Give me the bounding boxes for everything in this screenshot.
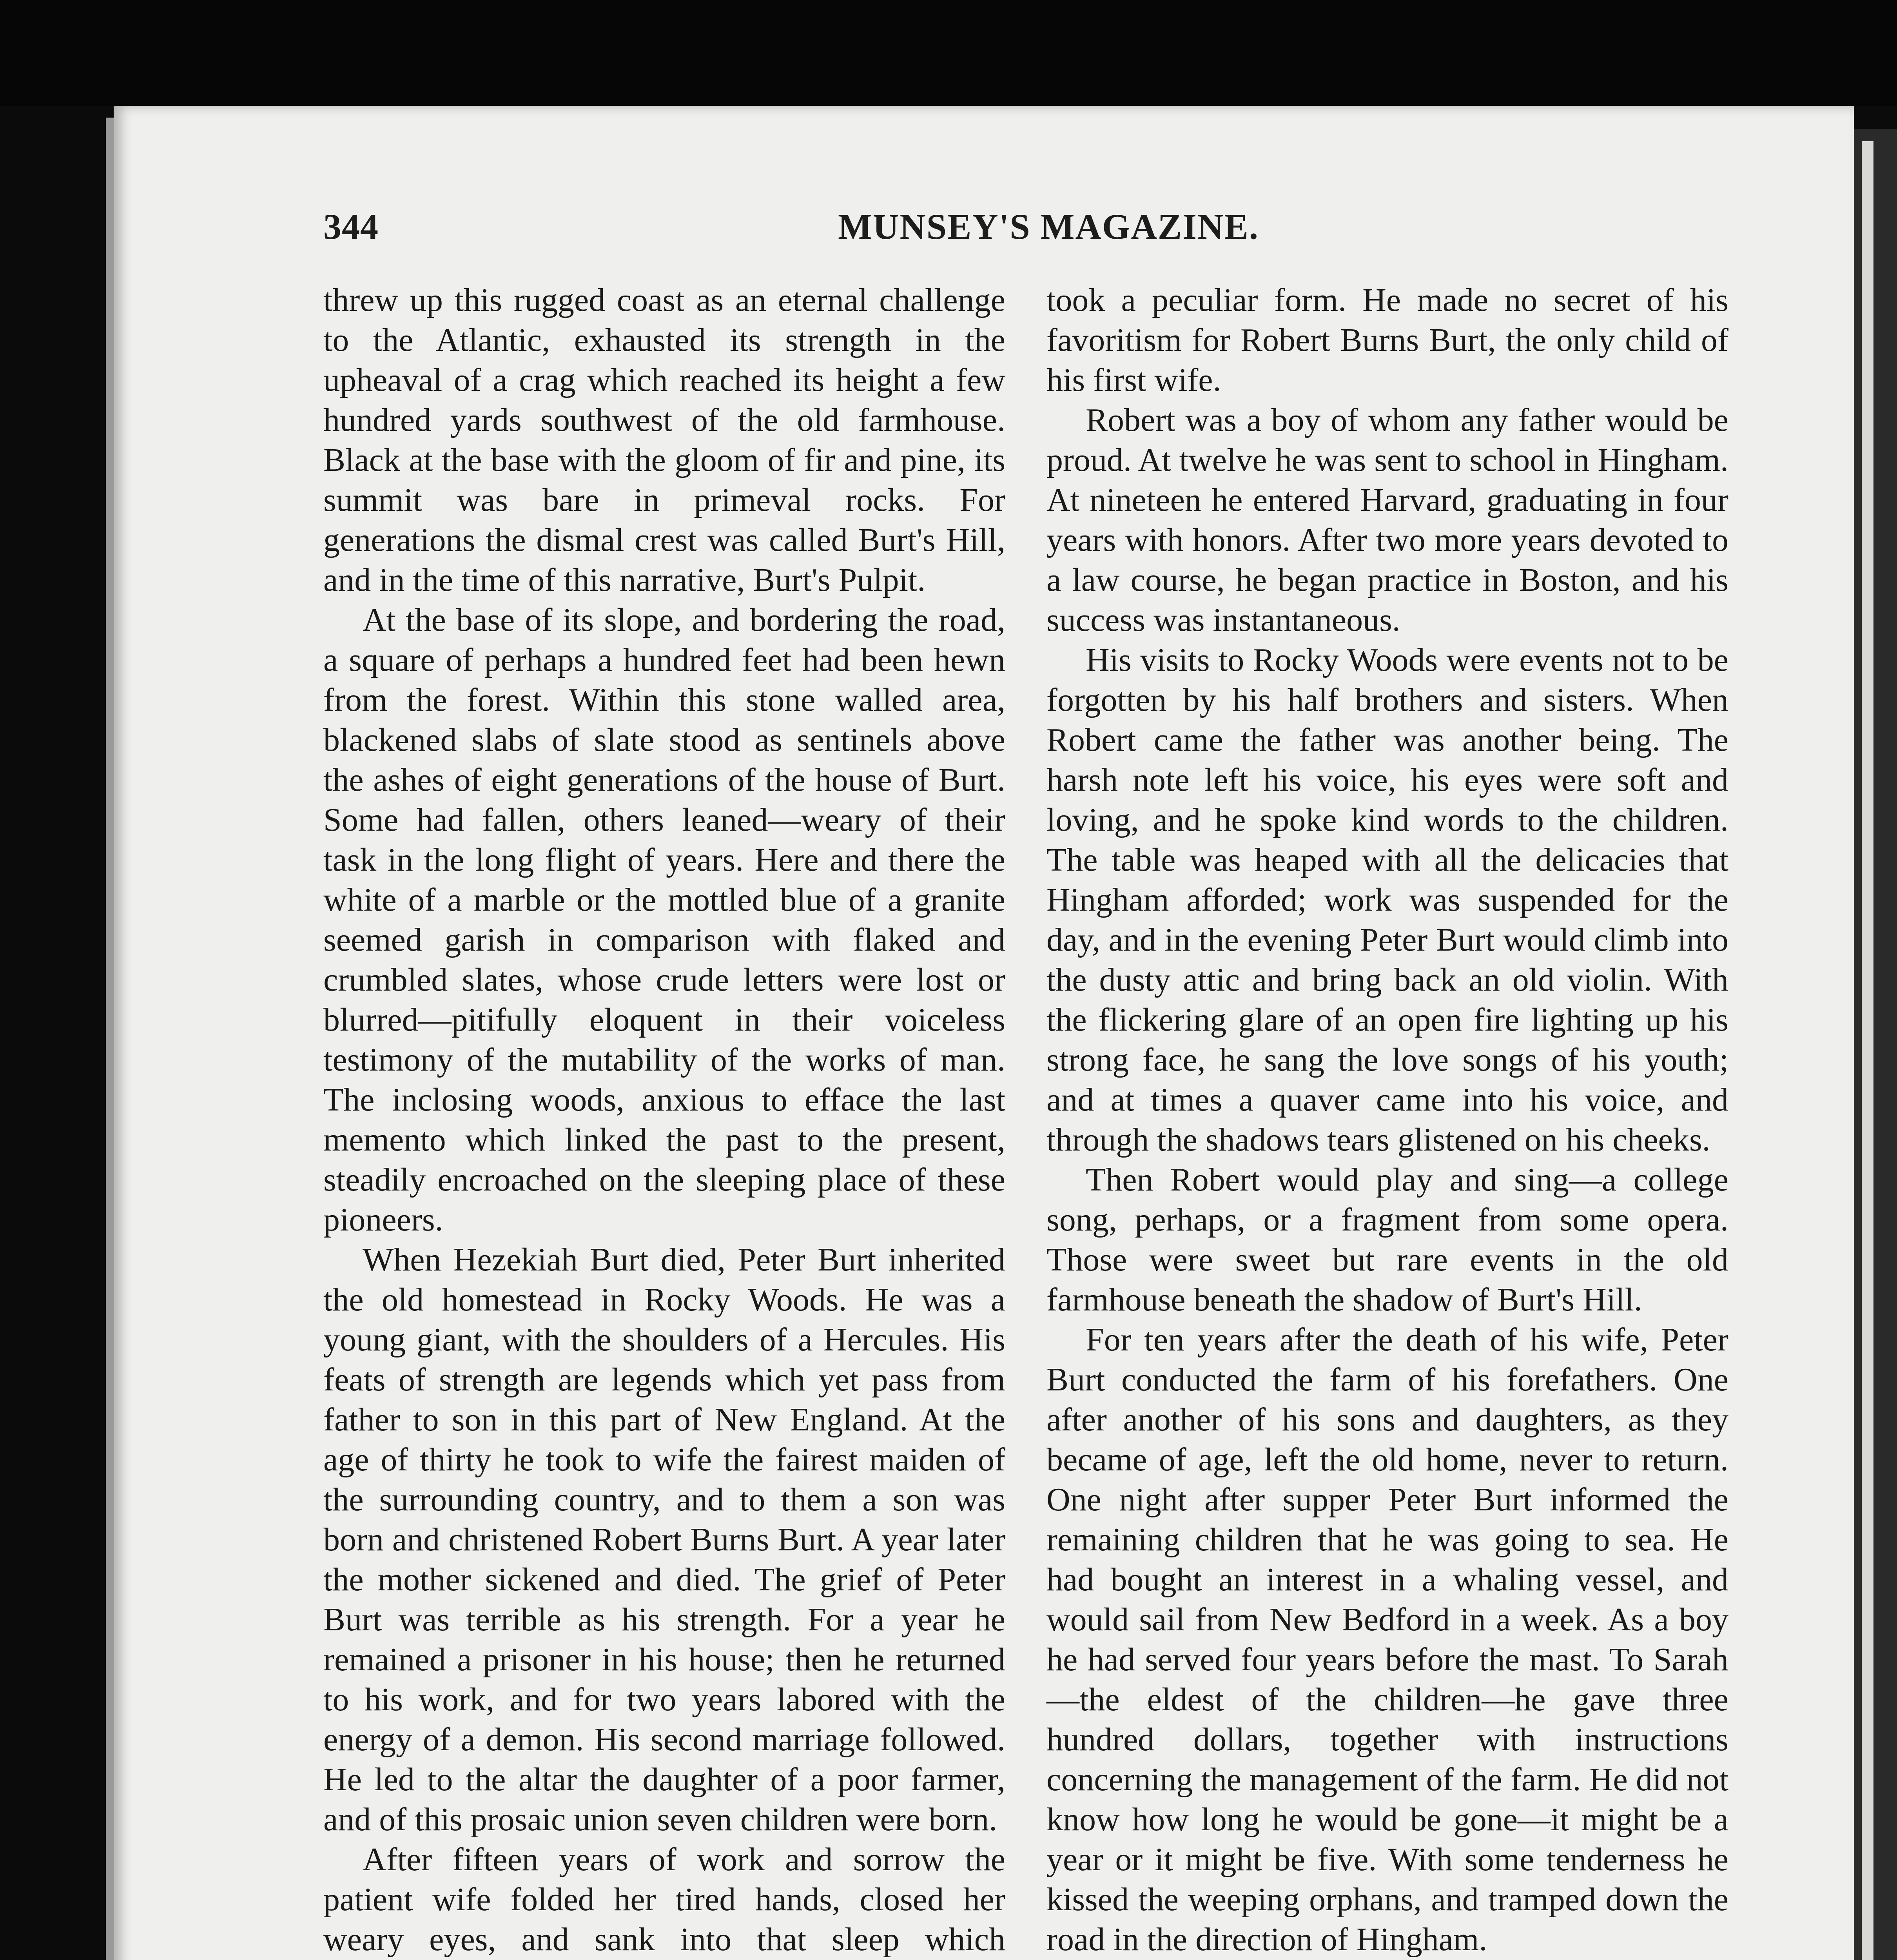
paragraph: Then Robert would play and sing—a college song, perhaps, or a fragment from some opera. Those were sweet but rare events in the old farmhouse beneath the shadow of Burt's Hill. [1046, 1161, 1728, 1318]
magazine-title: MUNSEY'S MAGAZINE. [838, 207, 1259, 247]
paragraph: For ten years after the death of his wife, Peter Burt conducted the farm of his forefathers. One after another of his sons and daughters, as they became of age, left the old home, never to return. One night after supper Peter Burt informed the remaining children that he was going to sea. He had bought an interest in a whaling vessel, and would sail from New Bedford in a week. As a boy he had served four years before the mast. To Sarah—the eldest of the children—he gave three hundred dollars, together with instructions concerning the management of the farm. He did not know how long he would be gone—it might be a year or it might be five. With some tenderness he kissed the weeping orphans, and tramped down the road in the direction of Hingham. [1046, 1321, 1728, 1958]
adjacent-page-strip [1862, 141, 1873, 1960]
paragraph: His visits to Rocky Woods were events not to be forgotten by his half brothers and sisters. When Robert came the father was another being. The harsh note left his voice, his eyes were soft and loving, and he spoke kind words to the children. The table was heaped with all the delicacies that Hingham afforded; work was suspended for the day, and in the evening Peter Burt would climb into the dusty attic and bring back an old violin. With the flickering glare of an open fire lighting up his strong face, he sang the love songs of his youth; and at times a quaver came into his voice, and through the shadows tears glistened on his cheeks. [1046, 642, 1728, 1158]
paragraph: At the base of its slope, and bordering the road, a square of perhaps a hundred feet had been hewn from the forest. Within this stone walled area, blackened slabs of slate stood as sentinels above the ashes of eight generations of the house of Burt. Some had fallen, others leaned—weary of their task in the long flight of years. Here and there the white of a marble or the mottled blue of a granite seemed garish in comparison with flaked and crumbled slates, whose crude letters were lost or blurred—pitifully eloquent in their voiceless testimony of the mutability of the works of man. The inclosing woods, anxious to efface the last memento which linked the past to the present, steadily encroached on the sleeping place of these pioneers. [323, 602, 1005, 1238]
paragraph: Robert was a boy of whom any father would be proud. At twelve he was sent to school in Hingham. At nineteen he entered Harvard, graduating in four years with honors. After two more years devoted to a law course, he began practice in Boston, and his success was instantaneous. [1046, 402, 1728, 638]
paragraph: When Hezekiah Burt died, Peter Burt inherited the old homestead in Rocky Woods. He was a young giant, with the shoulders of a Hercules. His feats of strength are legends which yet pass from father to son in this part of New England. At the age of thirty he took to wife the fairest maiden of the surrounding country, and to them a son was born and christened Robert Burns Burt. A year later the mother sickened and died. The grief of Peter Burt was terrible as his strength. For a year he remained a prisoner in his house; then he returned to his work, and for two years labored with the energy of a demon. His second marriage followed. He led to the altar the daughter of a poor farmer, and of this prosaic union seven children were born. [323, 1241, 1005, 1838]
paragraph: threw up this rugged coast as an eternal challenge to the Atlantic, exhausted its strength in the upheaval of a crag which reached its height a few hundred yards southwest of the old farmhouse. Black at the base with the gloom of fir and pine, its summit was bare in primeval rocks. For generations the dismal crest was called Burt's Hill, and in the time of this narrative, Burt's Pulpit. [323, 282, 1005, 598]
adjacent-page-edge [1854, 129, 1897, 1960]
page-number: 344 [323, 207, 379, 247]
paragraph: After fifteen years of work and sorrow the patient wife folded her tired hands, closed her weary eyes, and sank into that sleep which [323, 1841, 1005, 1958]
scan-top-border [0, 0, 1897, 106]
paragraph: took a peculiar form. He made no secret of his favoritism for Robert Burns Burt, the only child of his first wife. [1046, 282, 1728, 398]
left-text-column [323, 280, 1005, 1960]
running-head [323, 206, 1774, 257]
right-text-column [1046, 280, 1728, 1960]
